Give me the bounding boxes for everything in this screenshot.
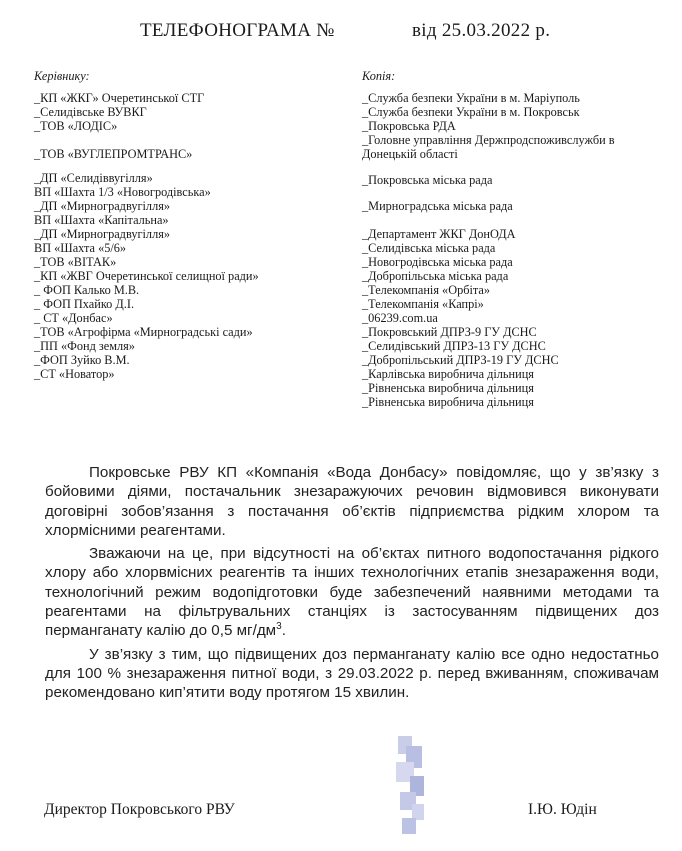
list-item: _КП «ЖВГ Очеретинської селищної ради»	[34, 269, 259, 283]
list-item: _ ФОП Пхайко Д.І.	[34, 297, 135, 311]
list-item: _ФОП Зуйко В.М.	[34, 353, 130, 367]
signatory-position: Директор Покровського РВУ	[44, 801, 235, 818]
list-group	[34, 147, 344, 161]
list-item: _Селидівська міська рада	[362, 241, 496, 255]
list-item: _Рівненська виробнича дільниця	[362, 395, 534, 409]
list-item: _06239.com.ua	[362, 311, 438, 325]
list-group	[34, 91, 344, 133]
list-item: _ТОВ «ВУГЛЕПРОМТРАНС»	[34, 147, 193, 161]
list-item: _Покровська міська рада	[362, 173, 493, 187]
superscript-unit: 3	[276, 621, 282, 633]
message-body	[45, 463, 659, 707]
list-item: _Добропільська міська рада	[362, 269, 509, 283]
list-item: _Служба безпеки України в м. Покровськ	[362, 105, 580, 119]
list-item: _Рівненська виробнича дільниця	[362, 381, 534, 395]
list-item: _Селидівське ВУВКГ	[34, 105, 147, 119]
copies-column	[362, 69, 672, 409]
copies-list	[362, 91, 672, 409]
list-item: _Головне управління Держпродспоживслужби в Донецькій області	[362, 133, 615, 161]
list-item: _Телекомпанія «Капрі»	[362, 297, 484, 311]
list-item: _ПП «Фонд земля»	[34, 339, 135, 353]
list-item: _ СТ «Донбас»	[34, 311, 113, 325]
list-item: _ ФОП Калько М.В.	[34, 283, 140, 297]
list-item: _Покровська РДА	[362, 119, 456, 133]
list-item: _ДП «Селидіввугілля»	[34, 171, 153, 185]
copies-heading: Копія:	[362, 69, 396, 83]
body-paragraph	[45, 544, 659, 640]
recipients-heading: Керівнику:	[34, 69, 90, 83]
telephonogram-date: від 25.03.2022 р.	[412, 20, 551, 41]
recipients-column	[34, 69, 344, 381]
list-item: _СТ «Новатор»	[34, 367, 115, 381]
list-group	[362, 173, 672, 187]
list-group	[362, 227, 672, 409]
signatory-name: І.Ю. Юдін	[528, 801, 597, 818]
list-item: _ТОВ «ЛОДІС»	[34, 119, 118, 133]
list-item: _Селидівський ДПРЗ-13 ГУ ДСНС	[362, 339, 546, 353]
body-paragraph: Покровське РВУ КП «Компанія «Вода Донбасу» повідомляє, що у зв’язку з бойовими діями, постачальник знезаражуючих речовин відмовився виконувати договірні зобов’язання з постачання об’єктів підприємства рідким хлором та хлормісними реагентами.	[45, 464, 659, 539]
list-item: _ТОВ «Агрофірма «Мирноградські сади»	[34, 325, 253, 339]
list-item: _Новогродівська міська рада	[362, 255, 513, 269]
list-item: _ДП «Мирноградвугілля»	[34, 199, 171, 213]
list-item: _Карлівська виробнича дільниця	[362, 367, 534, 381]
body-paragraph-text: Зважаючи на це, при відсутності на об’єктах питного водопостачання рідкого хлору або хлорвмісних реагентів та інших технологічних етапів знезараження води, технологічний режим водопідготовки буде забезпечений наявними методами та реагентами на фільтрувальних станціях із застосуванням підвищених доз перманганату калію до 0,5 мг/дм	[45, 545, 659, 640]
list-item: _Мирноградська міська рада	[362, 199, 513, 213]
list-item: ВП «Шахта 1/3 «Новогродівська»	[34, 185, 211, 199]
list-item: _Покровський ДПРЗ-9 ГУ ДСНС	[362, 325, 537, 339]
list-item: _Служба безпеки України в м. Маріуполь	[362, 91, 580, 105]
list-item: ВП «Шахта «Капітальна»	[34, 213, 169, 227]
telephonogram-title: ТЕЛЕФОНОГРАМА №	[140, 20, 335, 41]
body-paragraph-end: .	[281, 622, 286, 640]
list-item: _ТОВ «ВІТАК»	[34, 255, 117, 269]
list-group	[362, 199, 672, 213]
list-item: ВП «Шахта «5/6»	[34, 241, 127, 255]
list-group	[34, 171, 344, 381]
list-item: _ДП «Мирноградвугілля»	[34, 227, 171, 241]
list-item: _Добропільський ДПРЗ-19 ГУ ДСНС	[362, 353, 559, 367]
list-item: _Телекомпанія «Орбіта»	[362, 283, 491, 297]
recipients-list	[34, 91, 344, 381]
list-item: _Департамент ЖКГ ДонОДА	[362, 227, 516, 241]
blurred-signature-stamp	[392, 732, 434, 838]
list-group	[362, 91, 672, 161]
body-paragraph: У зв’язку з тим, що підвищених доз перманганату калію все одно недостатньо для 100 % знезараження питної води, з 29.03.2022 р. перед вживанням, споживачам рекомендовано кип’ятити воду протягом 15 хвилин.	[45, 645, 659, 702]
list-item: _КП «ЖКГ» Очеретинської СТГ	[34, 91, 205, 105]
